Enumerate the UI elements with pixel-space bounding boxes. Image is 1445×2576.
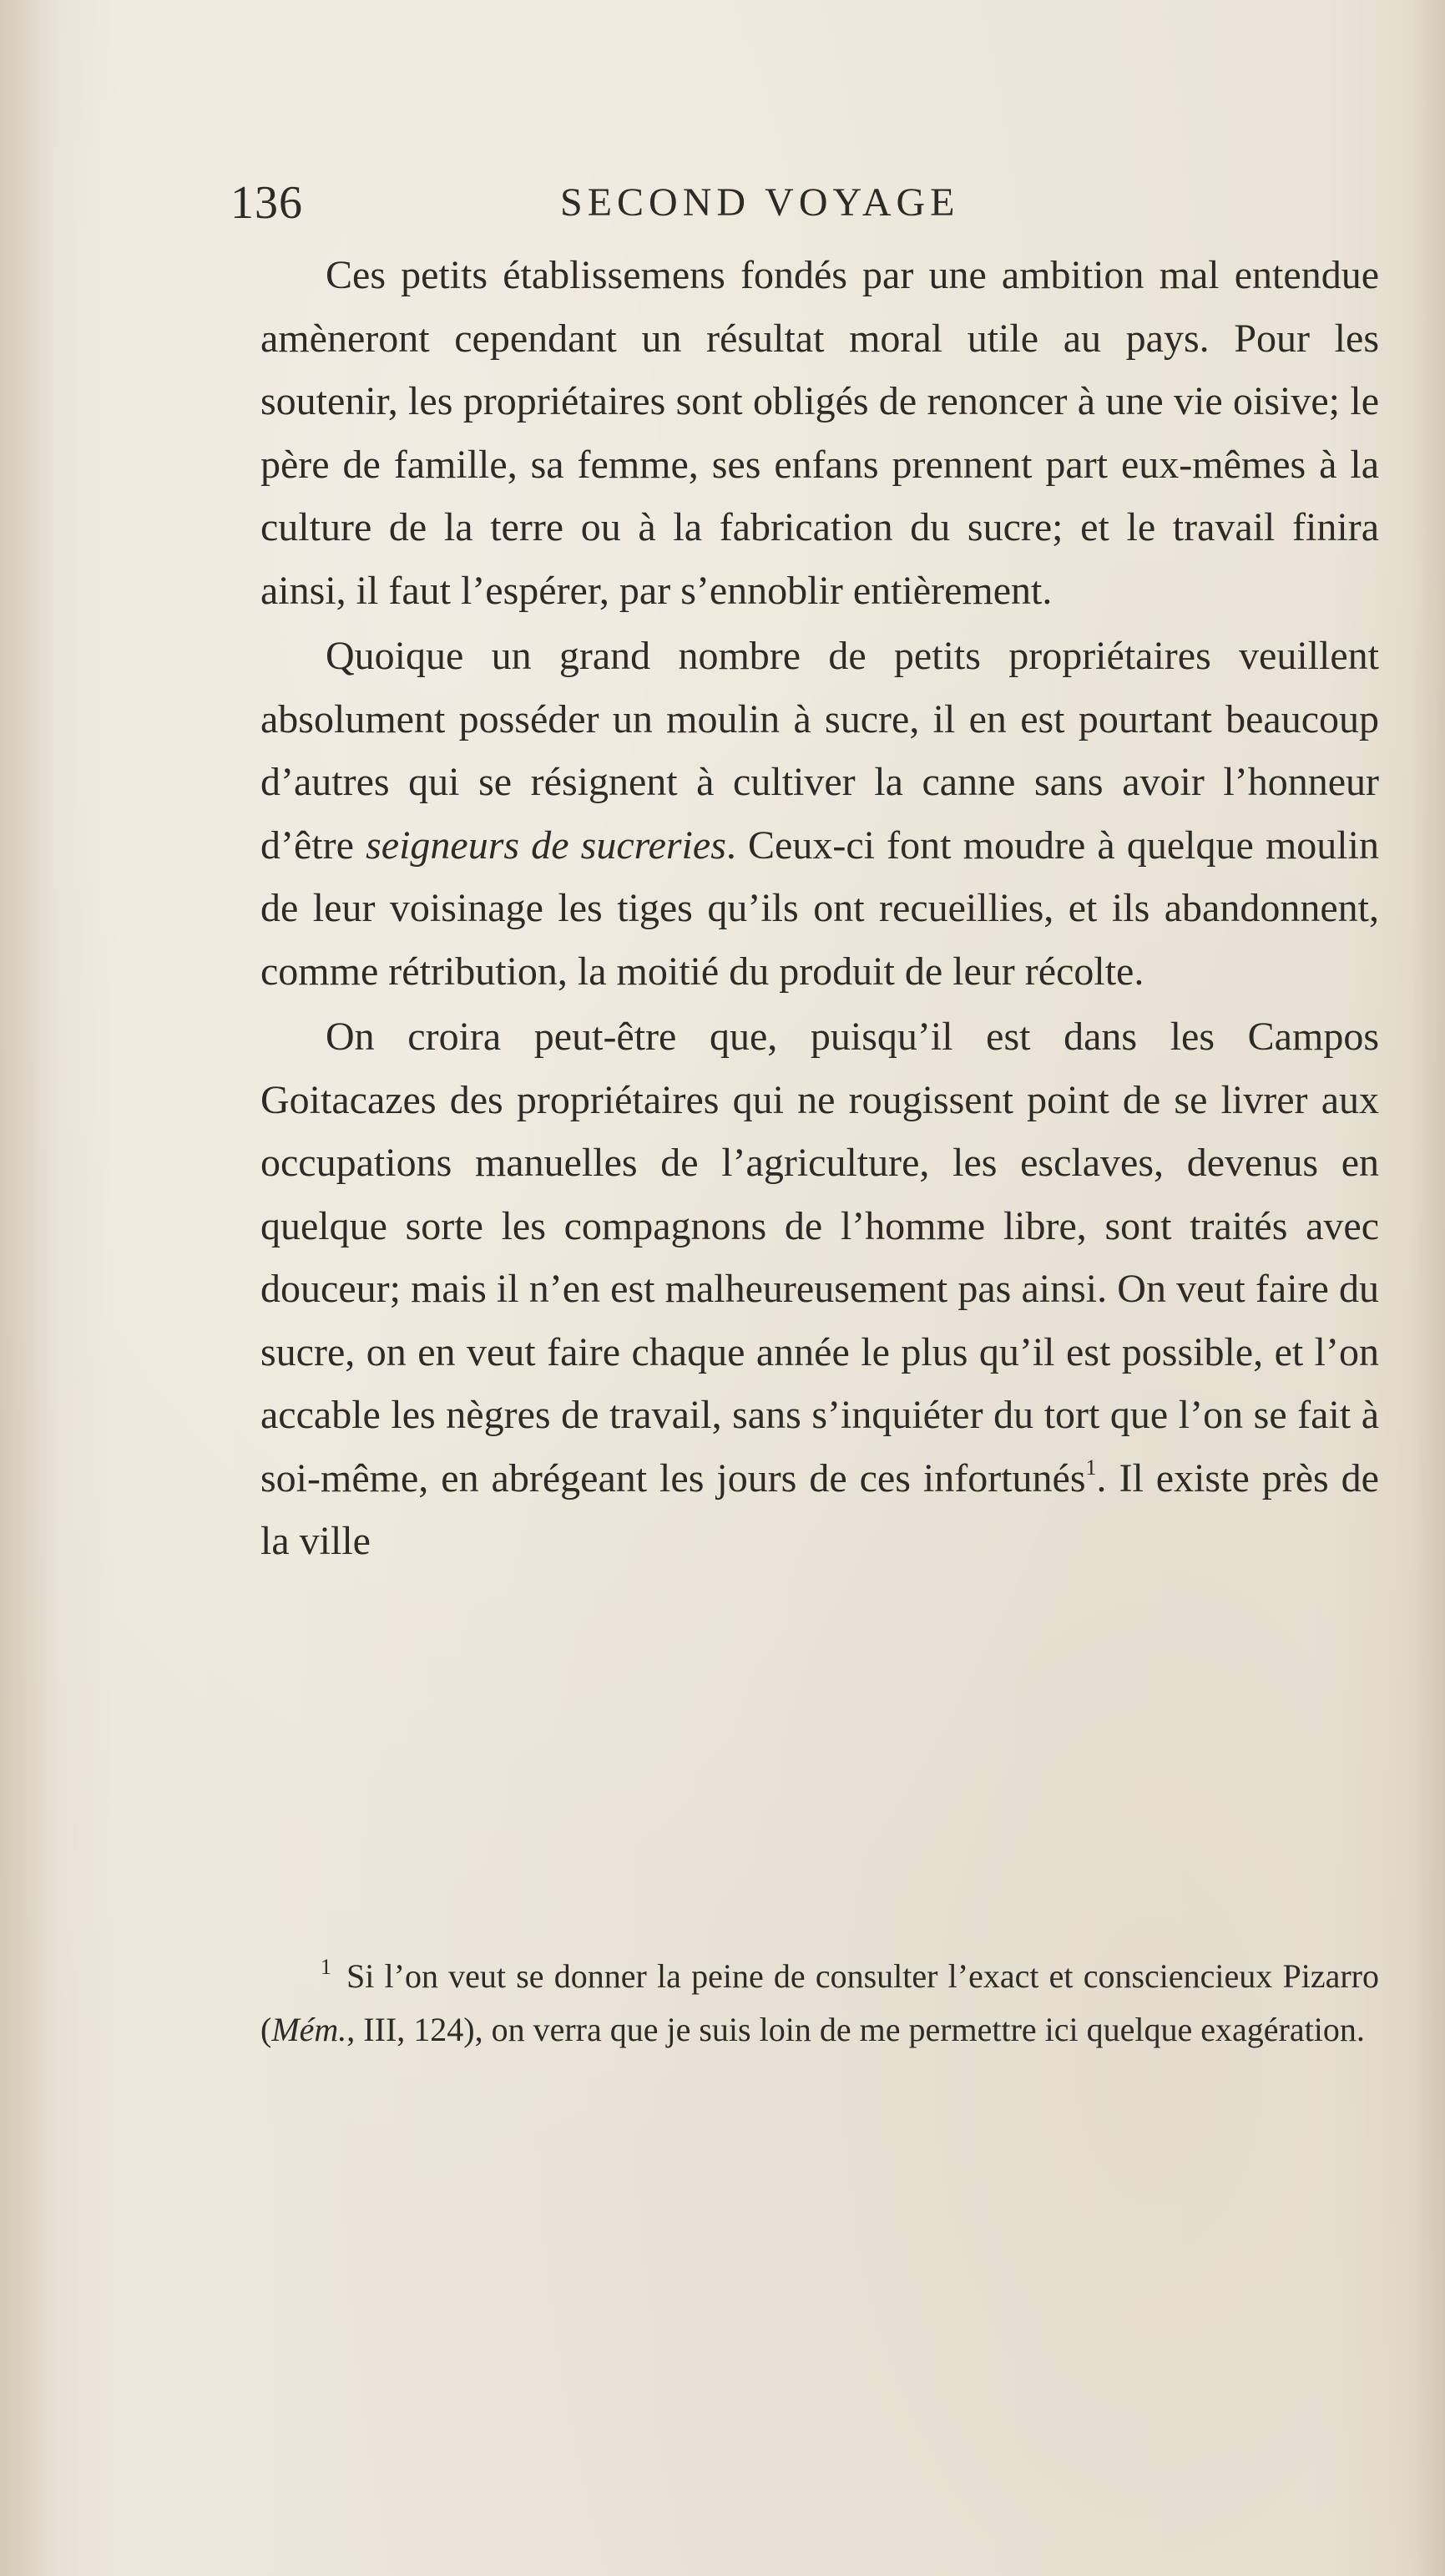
footnote-text: Si l’on veut se donner la peine de consulter l’exact et consciencieux Pizarro ( bbox=[260, 1957, 1379, 2048]
main-text bbox=[260, 244, 1379, 1573]
footnote-reference: 1 bbox=[1085, 1455, 1097, 1480]
running-head: SECOND VOYAGE bbox=[560, 180, 960, 225]
footnote-mark: 1 bbox=[321, 1955, 331, 1979]
paragraph-2 bbox=[260, 625, 1379, 1003]
footnote-italic: Mém. bbox=[271, 2011, 347, 2048]
edge-shadow bbox=[1412, 0, 1445, 2576]
paragraph-2-text-end: . Ceux-ci font moudre à quelque moulin de leur voisinage les tiges qu’ils ont recueillies, et ils abandonnent, comme rétribution, la moitié du produit de leur récolte. bbox=[260, 822, 1379, 994]
paragraph-2-text: Quoique un grand nombre de petits propriétaires veuillent absolument posséder un moulin à sucre, il en est pourtant beaucoup d’autres qui se résignent à cultiver la canne sans avoir l’honneur d’être bbox=[260, 634, 1379, 868]
paragraph-3 bbox=[260, 1005, 1379, 1573]
gutter-shadow bbox=[0, 0, 58, 2576]
paragraph-3-text-end: . Il existe près de la ville bbox=[260, 1455, 1379, 1563]
paragraph-3-text: On croira peut-être que, puisqu’il est dans les Campos Goitacazes des propriétaires qui ne rougissent point de se livrer aux occupations manuelles de l’agriculture, les esclaves, devenus en quelque sorte les compagnons de l’homme libre, sont traités avec douceur; mais il n’en est malheureusement pas ainsi. On veut faire du sucre, on en veut faire chaque année le plus qu’il est possible, et l’on accable les nègres de travail, sans s’inquiéter du tort que l’on se fait à soi-même, en abrégeant les jours de ces infortunés bbox=[260, 1015, 1379, 1501]
paragraph-1 bbox=[260, 244, 1379, 622]
footnote-paragraph bbox=[260, 1950, 1379, 2057]
paragraph-2-italic: seigneurs de sucreries bbox=[366, 822, 726, 868]
footnote bbox=[260, 1950, 1379, 2057]
paragraph-1-text: Ces petits établissemens fondés par une ambition mal entendue amèneront cependant un résultat moral utile au pays. Pour les soutenir, les propriétaires sont obligés de renoncer à une vie oisive; le père de famille, sa femme, ses enfans prennent part eux-mêmes à la culture de la terre ou à la fabrication du sucre; et le travail finira ainsi, il faut l’espérer, par s’ennoblir entièrement. bbox=[260, 253, 1379, 613]
page-header bbox=[230, 174, 1382, 232]
footnote-text-end: , III, 124), on verra que je suis loin de me permettre ici quelque exagération. bbox=[346, 2011, 1365, 2048]
page-number: 136 bbox=[230, 177, 303, 229]
